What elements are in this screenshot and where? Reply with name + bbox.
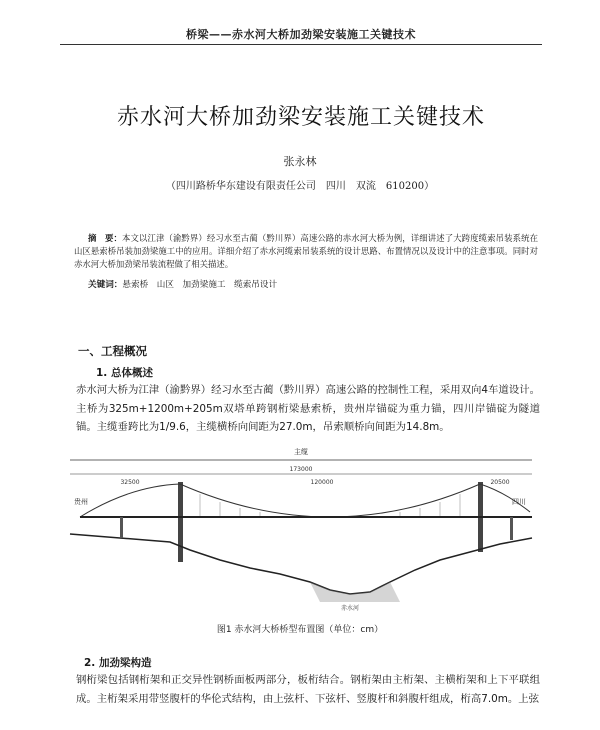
figure-caption: 图1 赤水河大桥桥型布置图（单位：cm）: [216, 625, 384, 635]
author: 张永林: [283, 155, 317, 168]
keywords-label: 关键词：: [88, 280, 123, 290]
paragraph-2: 钢桁梁包括钢桁架和正交异性钢桥面板两部分，板桁结合。钢桁架由主桁架、主横桁架和上下平联组成。主桁架采用带竖腹杆的华伦式结构，由上弦杆、下弦杆、竖腹杆和斜腹杆组成，桁高7.0m。上弦: [76, 674, 540, 705]
label-right-bank: 四川: [512, 498, 526, 506]
running-header: 桥梁——赤水河大桥加劲梁安装施工关键技术: [186, 28, 416, 41]
subsection-heading-2: 2. 加劲梁构造: [84, 657, 152, 669]
header-rule: [60, 44, 542, 45]
pier-left: [120, 517, 123, 538]
dim-side-right: 20500: [490, 479, 510, 486]
abstract-text: 本文以江津（渝黔界）经习水至古蔺（黔川界）高速公路的赤水河大桥为例，详细讲述了大跨度缆索吊装系统在山区悬索桥吊装加劲梁施工中的应用。详细介绍了赤水河缆索吊装系统的设计思路、布置情况以及设计中的注意事项。同时对赤水河大桥加劲梁吊装流程做了相关描述。: [74, 233, 539, 269]
pier-right: [510, 517, 513, 540]
paragraph-1: 赤水河大桥为江津（渝黔界）经习水至古蔺（黔川界）高速公路的控制性工程，采用双向4车道设计。主桥为325m+1200m+205m双塔单跨钢桁梁悬索桥，贵州岸锚碇为重力锚，四川岸锚碇为隧道锚。主缆垂跨比为1/9.6，主缆横桥向间距为27.0m，吊索顺桥向间距为14.8m。: [76, 384, 540, 433]
section-heading-1: 一、工程概况: [78, 344, 147, 358]
keywords-text: 悬索桥 山区 加劲梁施工 缆索吊设计: [122, 280, 278, 290]
ground-fill: [310, 582, 400, 602]
ground-profile: [70, 534, 532, 594]
affiliation: （四川路桥华东建设有限责任公司 四川 双流 610200）: [165, 181, 435, 192]
dim-label-main-cable: 主缆: [294, 448, 308, 456]
tower-left: [178, 482, 183, 562]
abstract-label: 摘 要：: [88, 233, 122, 243]
label-river: 赤水河: [340, 605, 360, 612]
dim-side-left: 32500: [120, 479, 140, 486]
bridge-elevation-figure: [60, 442, 542, 614]
paper-title: 赤水河大桥加劲梁安装施工关键技术: [116, 105, 485, 130]
dim-main: 120000: [310, 479, 334, 486]
abstract: [74, 232, 538, 271]
main-cable: [80, 484, 530, 517]
dim-total: 173000: [289, 466, 313, 473]
label-left-bank: 贵州: [74, 498, 88, 506]
keywords: [88, 278, 538, 290]
subsection-heading-1: 1. 总体概述: [96, 367, 153, 379]
